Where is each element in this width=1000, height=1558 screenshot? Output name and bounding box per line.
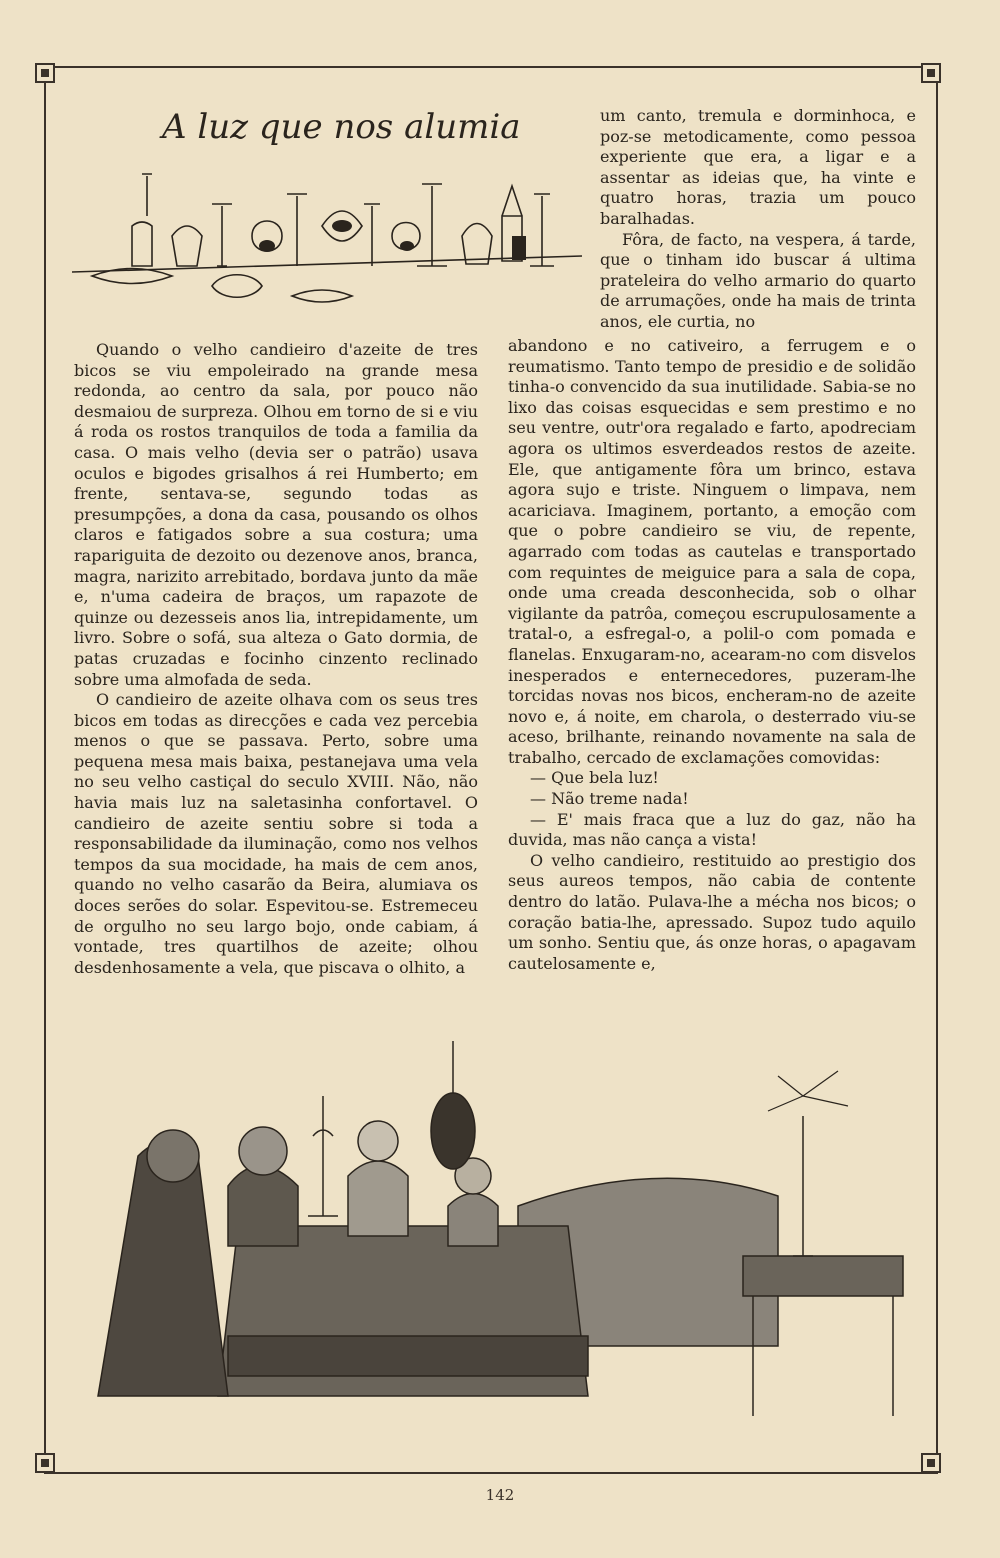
corner-ornament [35, 63, 55, 83]
paragraph: um canto, tremula e dorminhoca, e poz-se metodicamente, como pessoa experiente que era, a ligar e a assentar as ideias que, ha vinte e quatro horas, trazia um pouco baralhadas. [600, 106, 916, 228]
corner-ornament [921, 1453, 941, 1473]
article-column-left [74, 340, 478, 978]
family-table-illustration [78, 1036, 908, 1436]
paragraph: Fôra, de facto, na vespera, á tarde, que o tinham ido buscar á ultima prateleira do velho armario do quarto de arrumações, onde ha mais de trinta anos, ele curtia, no [600, 229, 916, 331]
article-column-right [508, 336, 916, 974]
paragraph: O candieiro de azeite olhava com os seus tres bicos em todas as direcções e cada vez percebia menos o que se passava. Perto, sobre uma pequena mesa mais baixa, pestanejava uma vela no seu velho castiçal do seculo XVIII. Não, não havia mais luz na saletasinha confortavel. O candieiro de azeite sentiu sobre si toda a responsabilidade da iluminação, como nos velhos tempos da sua mocidade, ha mais de cem anos, quando no velho casarão da Beira, alumiava os doces serões do solar. Espevitou-se. Estremeceu de orgulho no seu largo bojo, onde cabiam, á vontade, tres quartilhos de azeite; olhou desdenhosamente a vela, que piscava o olhito, a [74, 690, 478, 977]
paragraph: Quando o velho candieiro d'azeite de tres bicos se viu empoleirado na grande mesa redonda, ao centro da sala, por pouco não desmaiou de surpreza. Olhou em torno de si e viu á roda os rostos tranquilos de toda a familia da casa. O mais velho (devia ser o patrão) usava oculos e bigodes grisalhos á rei Humberto; em frente, sentava-se, segundo todas as presumpções, a dona da casa, pousando os olhos claros e fatigados sobre a sua costura; uma rapariguita de dezoito ou dezenove anos, branca, magra, narizito arrebitado, bordava junto da mãe e, n'uma cadeira de braços, um rapazote de quinze ou dezesseis anos lia, intrepidamente, um livro. Sobre o sofá, sua alteza o Gato dormia, de patas cruzadas e focinho cinzento reclinado sobre uma almofada de seda. [74, 340, 478, 689]
dialogue-line: — E' mais fraca que a luz do gaz, não ha duvida, mas não cança a vista! [508, 809, 916, 850]
corner-ornament [35, 1453, 55, 1473]
paragraph: O velho candieiro, restituido ao prestigio dos seus aureos tempos, não cabia de contente dentro do latão. Pulava-lhe a mécha nos bicos; o coração batia-lhe, apressado. Supoz tudo aquilo um sonho. Sentiu que, ás onze horas, o apagavam cautelosamente e, [508, 850, 916, 973]
paragraph: abandono e no cativeiro, a ferrugem e o reumatismo. Tanto tempo de presidio e de solidão tinha-o convencido da sua inutilidade. Sabia-se no lixo das coisas esquecidas e sem prestimo e no seu ventre, outr'ora regalado e farto, apodreciam agora os ultimos esverdeados restos de azeite. Ele, que antigamente fôra um brinco, estava agora sujo e triste. Ninguem o limpava, nem acariciava. Imaginem, portanto, a emoção com que o pobre candieiro se viu, de repente, agarrado com todas as cautelas e transportado com requintes de meiguice para a sala de copa, onde uma creada desconhecida, sob o olhar vigilante da patrôa, começou escrupulosamente a tratal-o, a esfregal-o, a polil-o com pomada e flanelas. Enxugaram-no, acearam-no com disvelos inesperados e enternecedores, puzeram-lhe torcidas novas nos bicos, encheram-no de azeite novo e, á noite, em charola, o desterrado viu-se aceso, brilhante, reinando novamente na sala de trabalho, cercado de exclamações comovidas: [508, 336, 916, 767]
dialogue-line: — Que bela luz! [530, 768, 659, 788]
title-illustration [72, 86, 592, 336]
page-number: 142 [485, 1486, 515, 1504]
dialogue-line: — Não treme nada! [530, 789, 689, 809]
article-title: A luz que nos alumia [162, 107, 521, 147]
article-column-top-right [600, 106, 916, 333]
corner-ornament [921, 63, 941, 83]
